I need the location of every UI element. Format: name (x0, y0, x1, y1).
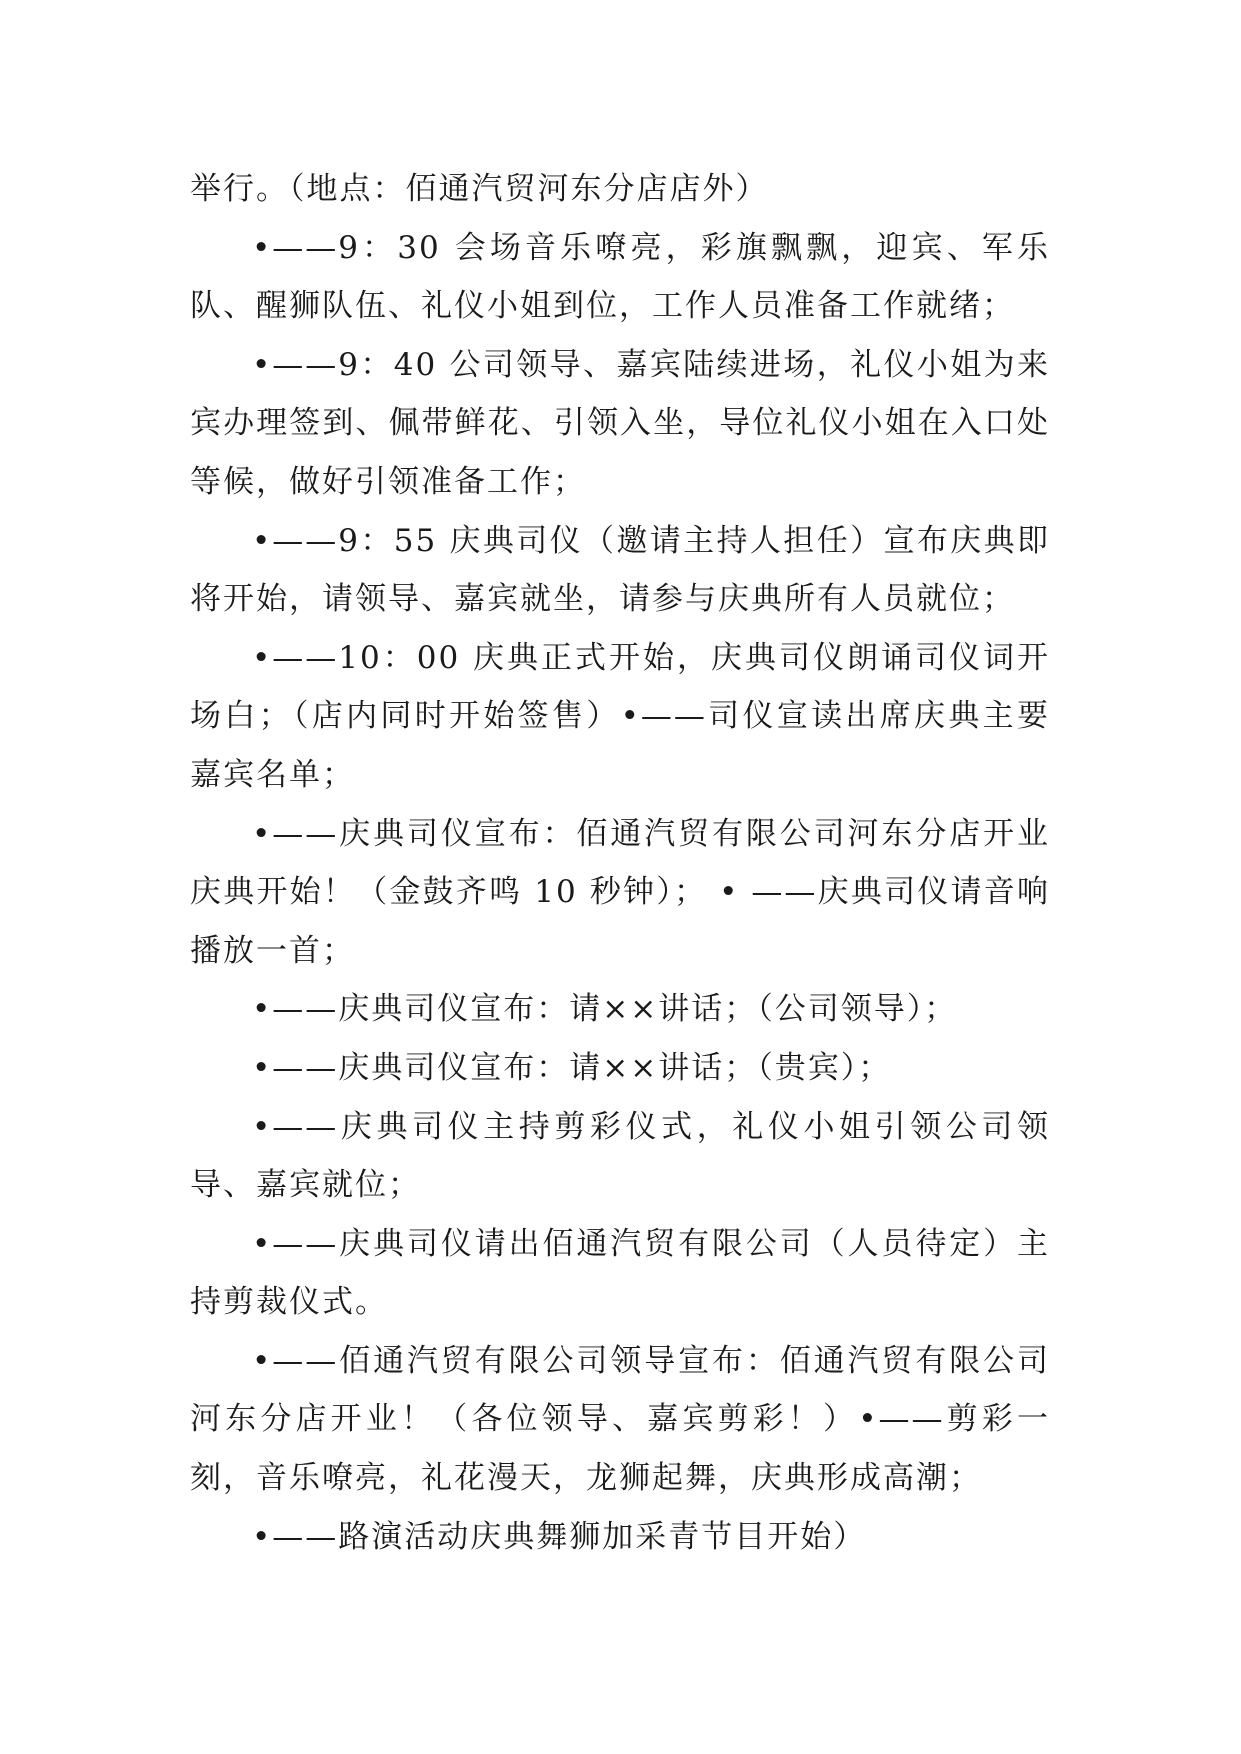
paragraph-speech-guest: •——庆典司仪宣布：请××讲话；（贵宾）； (252, 1049, 892, 1086)
paragraph-lion-dance: •——路演活动庆典舞狮加采青节目开始） (252, 1518, 867, 1555)
document-body (190, 160, 1050, 1566)
paragraph-0940: •——9：40 公司领导、嘉宾陆续进场，礼仪小姐为来宾办理签到、佩带鲜花、引领入坐，导位礼仪小姐在入口处等候，做好引领准备工作； (190, 346, 1050, 500)
paragraph-ceremony-start: •——庆典司仪宣布：佰通汽贸有限公司河东分店开业庆典开始！（金鼓齐鸣 10 秒钟）； • ——庆典司仪请音响播放一首； (190, 815, 1050, 969)
paragraph-1000: •——10：00 庆典正式开始，庆典司仪朗诵司仪词开场白；（店内同时开始签售）•——司仪宣读出席庆典主要嘉宾名单； (190, 639, 1050, 793)
paragraph-opening-announcement: •——佰通汽贸有限公司领导宣布：佰通汽贸有限公司河东分店开业！（各位领导、嘉宾剪彩！）•——剪彩一刻，音乐嘹亮，礼花漫天，龙狮起舞，庆典形成高潮； (190, 1342, 1050, 1497)
paragraph-0930: •——9：30 会场音乐嘹亮，彩旗飘飘，迎宾、军乐队、醒狮队伍、礼仪小姐到位，工作人员准备工作就绪； (190, 229, 1050, 325)
paragraph-ribbon-cutting: •——庆典司仪主持剪彩仪式，礼仪小姐引领公司领导、嘉宾就位； (190, 1108, 1050, 1204)
paragraph-0955: •——9：55 庆典司仪（邀请主持人担任）宣布庆典即将开始，请领导、嘉宾就坐，请参与庆典所有人员就位； (190, 522, 1050, 618)
paragraph-venue: 举行。（地点：佰通汽贸河东分店店外） (190, 171, 769, 207)
paragraph-speech-leader: •——庆典司仪宣布：请××讲话；（公司领导）； (252, 991, 958, 1028)
paragraph-cutting-host: •——庆典司仪请出佰通汽贸有限公司（人员待定）主持剪裁仪式。 (190, 1225, 1050, 1321)
